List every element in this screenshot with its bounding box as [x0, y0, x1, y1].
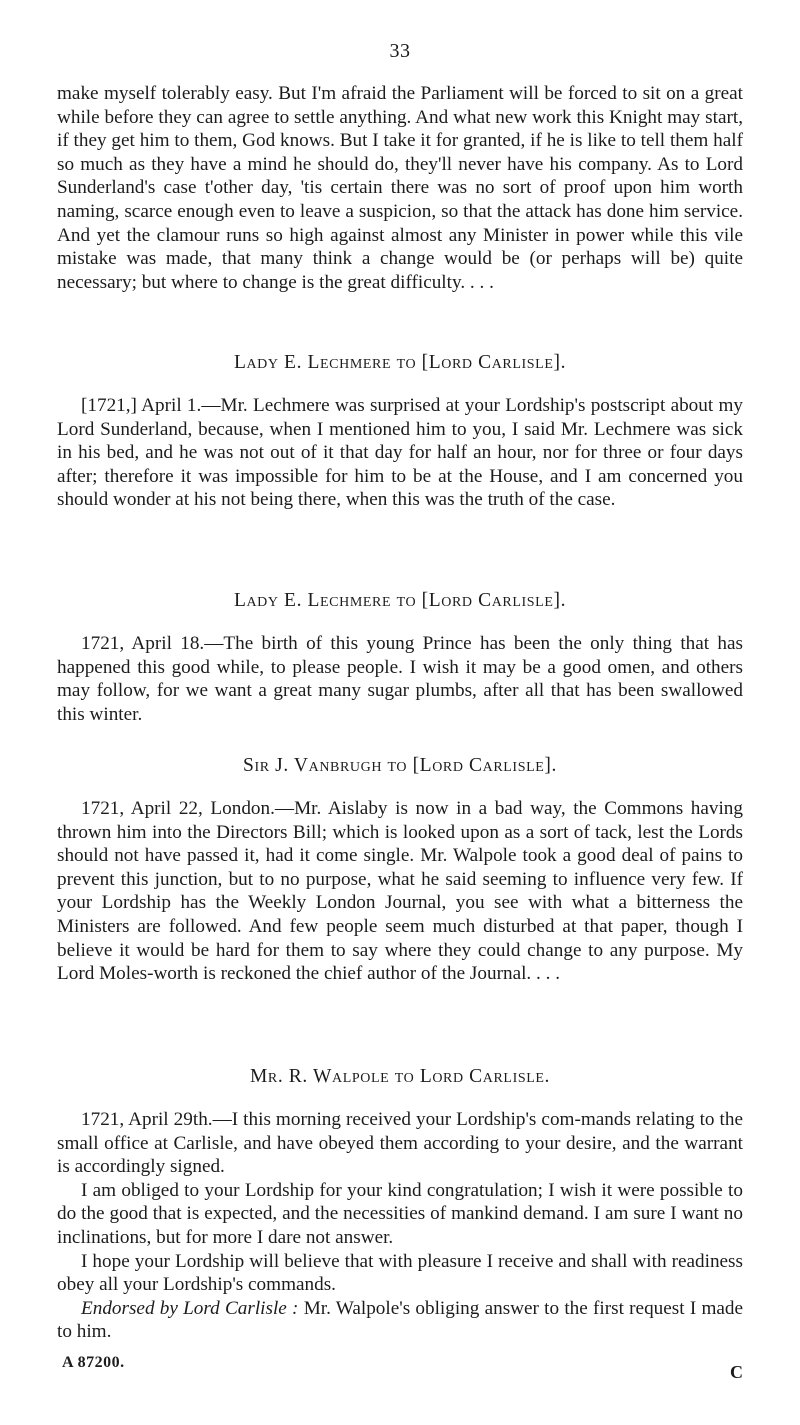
opening-paragraph: make myself tolerably easy. But I'm afraid the Parliament will be forced to sit on a great while before they can agree to settle anything. And what new work this Knight may start, if they get him to them, God knows. But I take it for granted, if he is like to tell them half so much as they have a mind he should do, they'll never have his company. As to Lord Sunderland's case t'other day, 'tis certain there was no sort of proof upon him worth naming, scarce enough even to leave a suspicion, so that the attack has done him service. And yet the clamour runs so high against almost any Minister in power while this vile mistake was made, that many think a change would be (or perhaps will be) quite necessary; but where to change is the great difficulty. . . .	[57, 83, 743, 293]
letter-heading: Sir J. Vanbrugh to [Lord Carlisle].	[243, 755, 557, 776]
signature-mark: C	[730, 1362, 743, 1382]
letter-paragraph: 1721, April 18.—The birth of this young Prince has been the only thing that has happened this good while, to please people. I wish it may be a good omen, and others may follow, for we want a great many sugar plumbs, after all that has been swallowed this winter.	[57, 633, 743, 725]
letter-2-heading-block	[57, 590, 743, 612]
endorsement-text: Mr. Walpole's obliging answer to the first request I made to him.	[57, 1297, 743, 1343]
endorsement	[57, 1297, 743, 1344]
letter-4-heading-block	[57, 1066, 743, 1088]
signature-line: A 87200.	[62, 1354, 125, 1371]
letter-paragraph: I am obliged to your Lordship for your kind congratulation; I wish it were possible to do the good that is expected, and the necessities of mankind demand. I am sure I want no inclinations, but for more I dare not answer.	[57, 1179, 743, 1248]
letter-heading: Lady E. Lechmere to [Lord Carlisle].	[233, 352, 567, 373]
letter-4-body	[57, 1108, 743, 1344]
letter-heading: Mr. R. Walpole to Lord Carlisle.	[249, 1066, 551, 1087]
letter-paragraph: 1721, April 29th.—I this morning received your Lordship's com-mands relating to the small office at Carlisle, and have obeyed them according to your desire, and the warrant is accordingly signed.	[57, 1109, 743, 1178]
letter-heading: Lady E. Lechmere to [Lord Carlisle].	[233, 590, 567, 611]
letter-1-heading-block	[57, 352, 743, 374]
endorsement-label: Endorsed by Lord Carlisle :	[81, 1297, 299, 1319]
opening-paragraph-block	[57, 82, 743, 294]
letter-paragraph: 1721, April 22, London.—Mr. Aislaby is now in a bad way, the Commons having thrown him into the Directors Bill; which is looked upon as a sort of tack, lest the Lords should not have passed it, had it come single. Mr. Walpole took a good deal of pains to prevent this junction, but to no purpose, what he said seeming to influence very few. If your Lordship has the Weekly London Journal, you see with what a bitterness the Ministers are followed. And few people seem much disturbed at that paper, though I believe it would be hard for them to say where they could change to any purpose. My Lord Moles-worth is reckoned the chief author of the Journal. . . .	[57, 798, 743, 985]
letter-3-body	[57, 797, 743, 986]
letter-2-body	[57, 632, 743, 726]
letter-3-heading-block	[57, 755, 743, 777]
letter-paragraph: I hope your Lordship will believe that with pleasure I receive and shall with readiness obey all your Lordship's commands.	[57, 1250, 743, 1296]
letter-paragraph: [1721,] April 1.—Mr. Lechmere was surprised at your Lordship's postscript about my Lord Sunderland, because, when I mentioned him to you, I said Mr. Lechmere was sick in his bed, and he was not out of it that day for half an hour, nor for three or four days after; therefore it was impossible for him to be at the House, and I am concerned you should wonder at his not being there, when this was the truth of the case.	[57, 395, 743, 511]
page-number: 33	[389, 40, 411, 62]
letter-1-body	[57, 394, 743, 512]
